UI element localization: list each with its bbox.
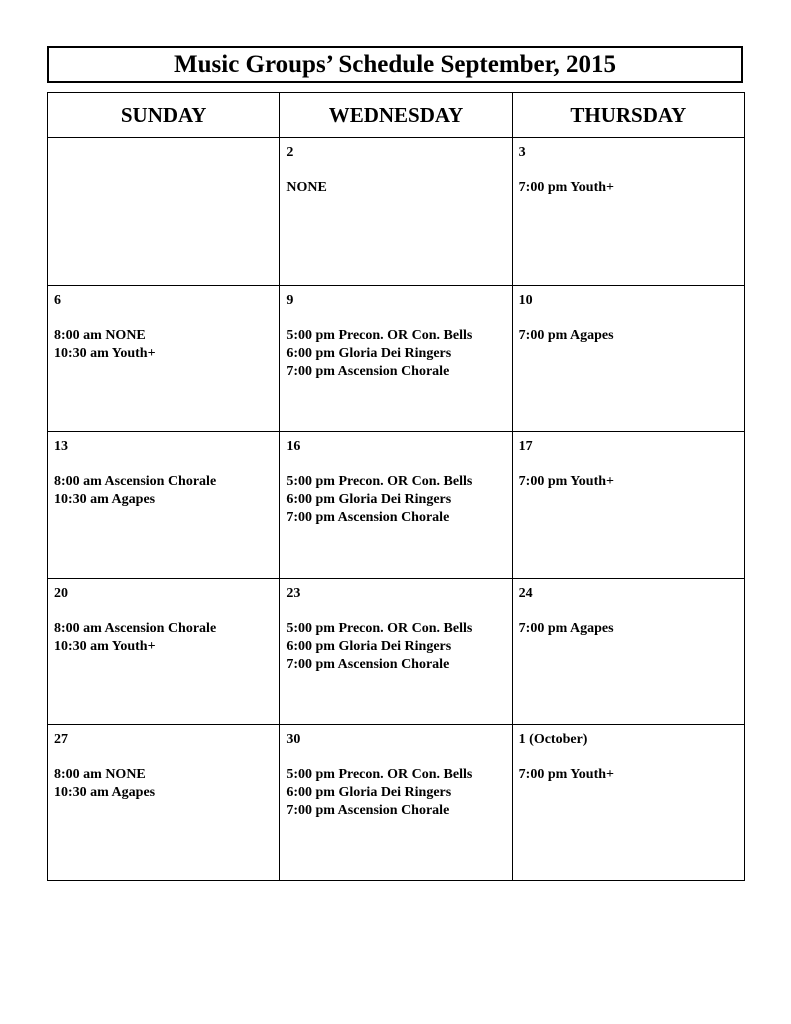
day-cell-sunday: [48, 725, 280, 881]
event-item: 8:00 am Ascension Chorale: [54, 474, 217, 489]
date-number: 1 (October): [518, 732, 588, 747]
event-item: 7:00 pm Ascension Chorale: [286, 803, 450, 818]
event-item: 8:00 am NONE: [54, 767, 146, 782]
date-number: 17: [518, 439, 533, 454]
event-item: 6:00 pm Gloria Dei Ringers: [286, 346, 452, 361]
event-item: 6:00 pm Gloria Dei Ringers: [286, 639, 452, 654]
day-cell-thursday: [512, 725, 744, 881]
event-item: 7:00 pm Agapes: [518, 621, 614, 636]
date-number: 6: [54, 293, 61, 308]
event-item: 5:00 pm Precon. OR Con. Bells: [286, 767, 473, 782]
event-item: 7:00 pm Ascension Chorale: [286, 510, 450, 525]
schedule-table: [47, 92, 745, 881]
date-number: 16: [286, 439, 301, 454]
week-row: [48, 138, 745, 286]
event-item: 7:00 pm Ascension Chorale: [286, 657, 450, 672]
week-row: [48, 432, 745, 579]
event-item: 6:00 pm Gloria Dei Ringers: [286, 492, 452, 507]
event-item: 7:00 pm Youth+: [518, 474, 615, 489]
event-item: 7:00 pm Ascension Chorale: [286, 364, 450, 379]
date-number: 13: [54, 439, 68, 454]
column-header-sunday: SUNDAY: [48, 93, 280, 138]
event-item: 7:00 pm Agapes: [518, 328, 614, 343]
event-item: 7:00 pm Youth+: [518, 767, 615, 782]
day-cell-thursday: [512, 286, 744, 432]
day-cell-wednesday: [280, 138, 512, 286]
day-cell-sunday: [48, 286, 280, 432]
date-number: 10: [518, 293, 533, 308]
event-item: 10:30 am Youth+: [54, 346, 156, 361]
event-item: 8:00 am NONE: [54, 328, 146, 343]
column-header-wednesday: WEDNESDAY: [280, 93, 512, 138]
day-cell-sunday: [48, 138, 280, 286]
day-cell-thursday: [512, 138, 744, 286]
day-cell-wednesday: [280, 286, 512, 432]
week-row: [48, 579, 745, 725]
date-number: 24: [518, 586, 533, 601]
date-number: 23: [286, 586, 301, 601]
page-title: Music Groups’ Schedule September, 2015: [174, 51, 616, 78]
day-cell-wednesday: [280, 432, 512, 579]
date-number: 27: [54, 732, 68, 747]
day-cell-sunday: [48, 579, 280, 725]
event-item: 10:30 am Agapes: [54, 492, 156, 507]
event-item: 10:30 am Agapes: [54, 785, 156, 800]
column-header-thursday: THURSDAY: [512, 93, 744, 138]
event-item: NONE: [286, 180, 327, 195]
event-item: 6:00 pm Gloria Dei Ringers: [286, 785, 452, 800]
day-cell-thursday: [512, 579, 744, 725]
date-number: 3: [518, 145, 526, 160]
event-item: 5:00 pm Precon. OR Con. Bells: [286, 474, 473, 489]
event-item: 5:00 pm Precon. OR Con. Bells: [286, 621, 473, 636]
date-number: 20: [54, 586, 68, 601]
title-box: [47, 46, 743, 83]
day-cell-wednesday: [280, 725, 512, 881]
day-cell-thursday: [512, 432, 744, 579]
date-number: 30: [286, 732, 301, 747]
event-item: 5:00 pm Precon. OR Con. Bells: [286, 328, 473, 343]
day-cell-sunday: [48, 432, 280, 579]
week-row: [48, 286, 745, 432]
date-number: 2: [286, 145, 294, 160]
header-row: [48, 93, 745, 138]
day-cell-wednesday: [280, 579, 512, 725]
event-item: 7:00 pm Youth+: [518, 180, 615, 195]
event-item: 8:00 am Ascension Chorale: [54, 621, 217, 636]
date-number: 9: [286, 293, 294, 308]
week-row: [48, 725, 745, 881]
event-item: 10:30 am Youth+: [54, 639, 156, 654]
